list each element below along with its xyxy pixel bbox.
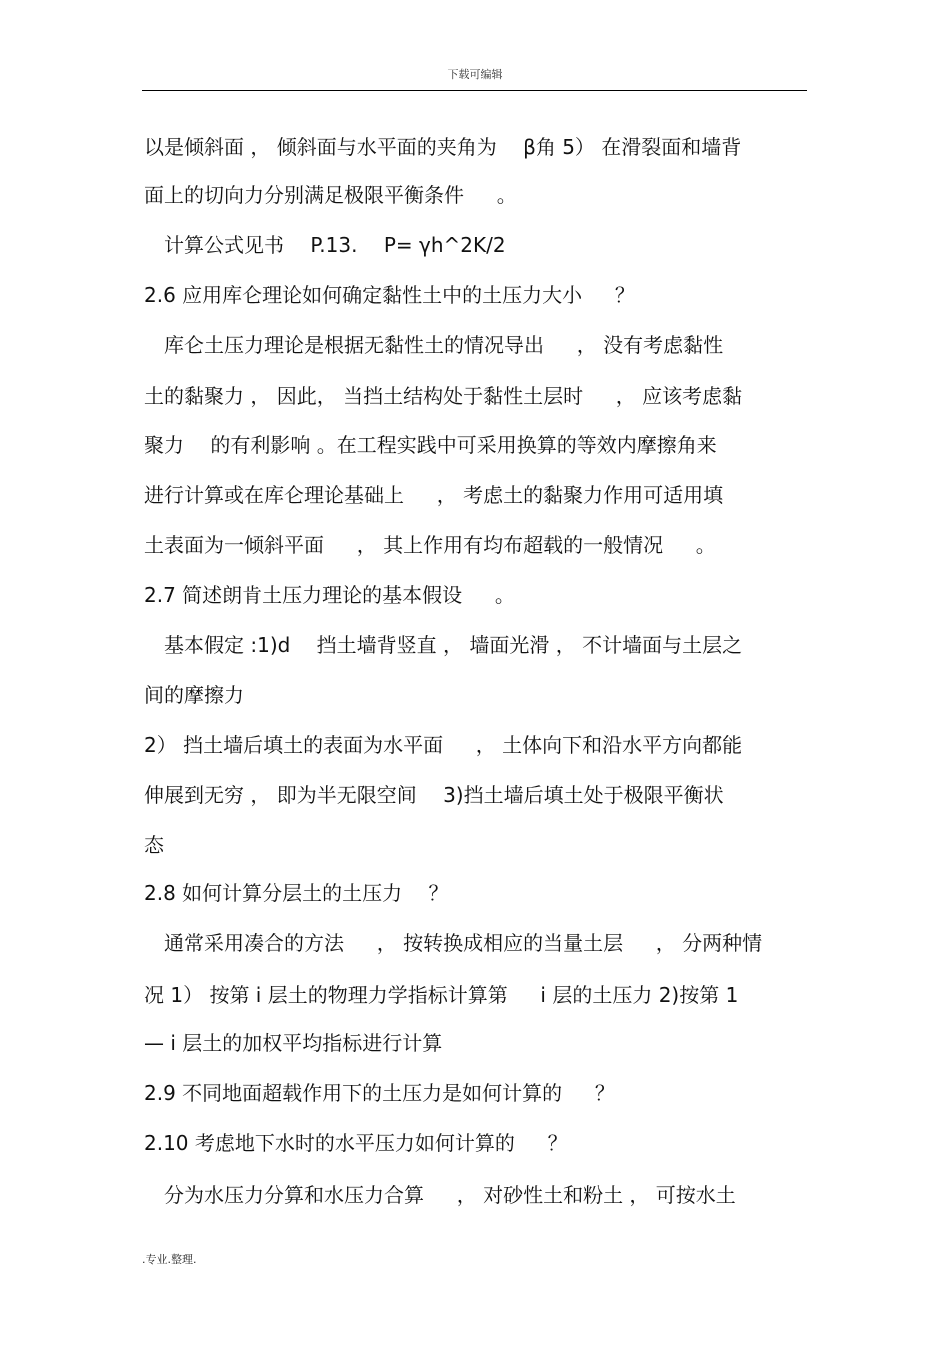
section-heading: 2.6 应用库仑理论如何确定黏性土中的土压力大小 ？ bbox=[144, 283, 635, 307]
text-line: 分为水压力分算和水压力合算 ， 对砂性土和粉土 ， 可按水土 bbox=[144, 1183, 736, 1207]
page-footer: .专业.整理. bbox=[142, 1253, 197, 1266]
text-line: 态 bbox=[144, 833, 164, 857]
text-line: 况 1） 按第 i 层土的物理力学指标计算第 i 层的土压力 2)按第 1 bbox=[144, 983, 739, 1007]
text-line: 通常采用凑合的方法 ， 按转换成相应的当量土层 ， 分两种情 bbox=[144, 931, 763, 955]
text-line: 2） 挡土墙后填土的表面为水平面 ， 土体向下和沿水平方向都能 bbox=[144, 733, 743, 757]
text-line: 间的摩擦力 bbox=[144, 683, 244, 707]
text-line: 库仑土压力理论是根据无黏性土的情况导出 ， 没有考虑黏性 bbox=[144, 333, 724, 357]
text-line: 以是倾斜面 ， 倾斜面与水平面的夹角为 β角 5） 在滑裂面和墙背 bbox=[144, 135, 742, 159]
text-line: 基本假定 :1)d 挡土墙背竖直 ， 墙面光滑 ， 不计墙面与土层之 bbox=[144, 633, 743, 657]
text-line: 进行计算或在库仑理论基础上 ， 考虑土的黏聚力作用可适用填 bbox=[144, 483, 724, 507]
section-heading: 2.10 考虑地下水时的水平压力如何计算的 ？ bbox=[144, 1131, 568, 1155]
section-heading: 2.8 如何计算分层土的土压力 ？ bbox=[144, 881, 449, 905]
section-heading: 2.9 不同地面超载作用下的土压力是如何计算的 ？ bbox=[144, 1081, 615, 1105]
text-line: 伸展到无穷 ， 即为半无限空间 3)挡土墙后填土处于极限平衡状 bbox=[144, 783, 724, 807]
text-line: 聚力 的有利影响 。在工程实践中可采用换算的等效内摩擦角来 bbox=[144, 433, 717, 457]
text-line: 面上的切向力分别满足极限平衡条件 。 bbox=[144, 183, 517, 207]
text-line: 土的黏聚力 ， 因此， 当挡土结构处于黏性土层时 ， 应该考虑黏 bbox=[144, 384, 743, 408]
page-header: 下载可编辑 bbox=[447, 68, 503, 81]
header-rule bbox=[142, 90, 807, 91]
text-line: 计算公式见书 P.13. P= γh^2K/2 bbox=[144, 233, 506, 257]
text-line: — i 层土的加权平均指标进行计算 bbox=[144, 1031, 443, 1055]
text-line: 土表面为一倾斜平面 ， 其上作用有均布超载的一般情况 。 bbox=[144, 533, 716, 557]
section-heading: 2.7 简述朗肯土压力理论的基本假设 。 bbox=[144, 583, 515, 607]
